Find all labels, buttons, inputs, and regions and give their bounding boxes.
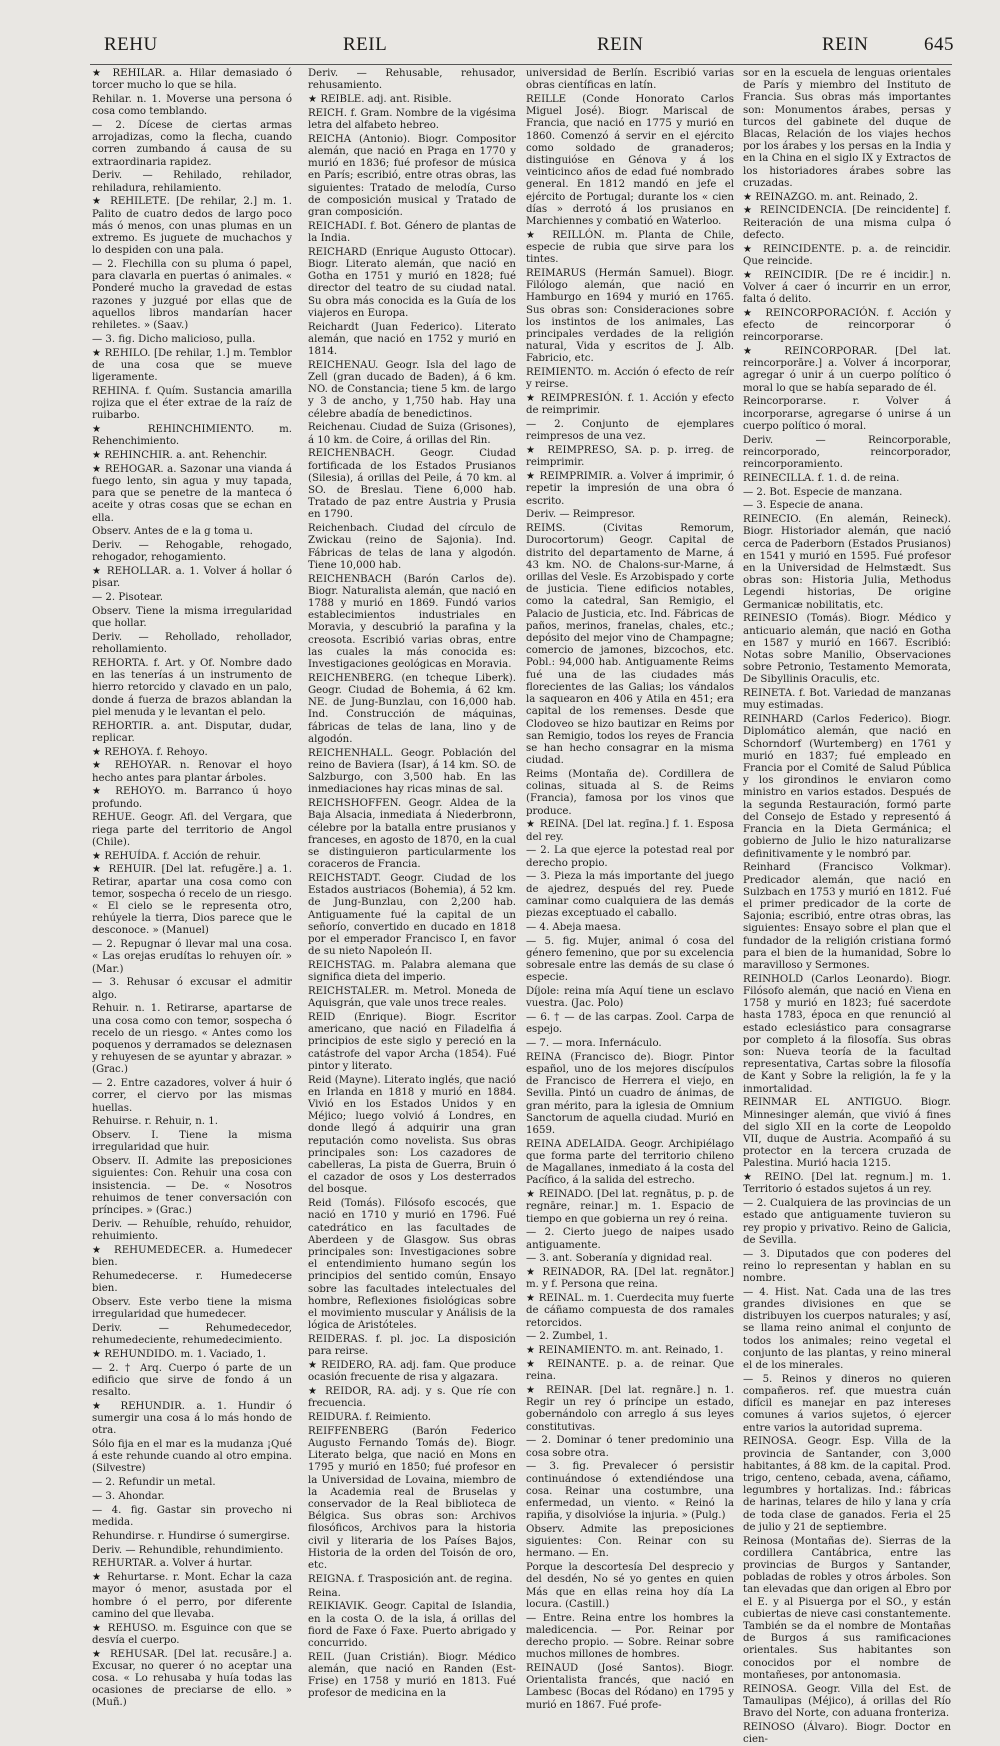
dictionary-entry: Deriv. — Rehuíble, rehuído, rehuidor, rehuimiento. bbox=[92, 1218, 292, 1243]
dictionary-entry: REICHARD (Enrique Augusto Ottocar). Biogr. Literato alemán, que nació en Gotha en 1751 y murió en 1828; fué director del teatro de su ciudad natal. Su obra más conocida es la Guía de los viajeros en Europa. bbox=[308, 246, 516, 319]
dictionary-entry: ★ REHOLLAR. a. 1. Volver á hollar ó pisar. bbox=[92, 566, 292, 590]
dictionary-entry: Reina. bbox=[308, 1587, 341, 1599]
text-column-2 bbox=[308, 68, 516, 1700]
dictionary-entry: REICHSTAG. m. Palabra alemana que significa dieta del imperio. bbox=[308, 959, 516, 984]
dictionary-entry: Reid (Mayne). Literato inglés, que nació en Irlanda en 1818 y murió en 1884. Vivió en los Estados Unidos y en Méjico; luego volvió á Londres, en donde llegó á adquirir una gran reputación como novelista. Sus obras principales son: Los cazadores de cabelleras, La pista de Guerra, Bruin ó el cazador de osos y Los desterrados del bosque. bbox=[308, 1074, 516, 1196]
dictionary-entry: ★ REINAMIENTO. m. ant. Reinado, 1. bbox=[526, 1345, 724, 1357]
dictionary-entry: ★ REHINCHIMIENTO. m. Rehenchimiento. bbox=[92, 424, 292, 448]
dictionary-entry: — 2. Dominar ó tener predominio una cosa sobre otra. bbox=[526, 1435, 734, 1459]
dictionary-entry: REICHA (Antonio). Biogr. Compositor alemán, que nació en Praga en 1770 y murió en 1836; fué profesor de música en París; escribió, entre otras obras, las siguientes: Tratado de melodía, Curso de composición musical y Tratado de gran composición. bbox=[308, 133, 516, 219]
dictionary-entry: ★ REHOYAR. n. Renovar el hoyo hecho antes para plantar árboles. bbox=[92, 760, 292, 784]
dictionary-entry: ★ REINO. [Del lat. regnum.] m. 1. Territorio ó estados sujetos á un rey. bbox=[743, 1172, 951, 1196]
header-guide-word-1: REHU bbox=[104, 34, 158, 55]
dictionary-entry: Rehuir. n. 1. Retirarse, apartarse de una cosa como con temor, sospecha ó recelo de un riesgo. « Antes como los poquenos y derramados se deleznasen y rehuyesen de se ayuntar y abrazar. » (Grac.) bbox=[92, 1003, 292, 1076]
dictionary-entry: Reinhard (Francisco Volkmar). Predicador alemán, que nació en Sulzbach en 1753 y murió en 1812. Fué el primer predicador de la corte de Sajonia; escribió, entre otras obras, las siguientes: Ensayo sobre el plan que el fundador de la religión cristiana formó para el bien de la humanidad, Sobre lo maravilloso y Sermones. bbox=[743, 862, 951, 971]
dictionary-entry: REINOSA. Geogr. Esp. Villa de la provincia de Santander, con 3,000 habitantes, á 88 km. de la capital. Prod. trigo, centeno, cebada, avena, cáñamo, legumbres y hortalizas. Ind.: fábricas de harinas, telares de hilo y lana y cría de toda clase de ganados. Feria el 25 de julio y 21 de septiembre. bbox=[743, 1436, 951, 1533]
dictionary-entry: ★ REINCIDENTE. p. a. de reincidir. Que reincide. bbox=[743, 243, 951, 267]
dictionary-entry: Deriv. — Rehollado, rehollador, rehollamiento. bbox=[92, 632, 292, 656]
dictionary-entry: Observ. Este verbo tiene la misma irregularidad que humedecer. bbox=[92, 1296, 292, 1321]
dictionary-entry: ★ REHILETE. [De rehilar, 2.] m. 1. Palito de cuatro dedos de largo poco más ó menos, con unas plumas en un extremo. Es juguete de muchachos y lo despiden con una pala. bbox=[92, 196, 292, 257]
dictionary-entry: REICHADI. f. Bot. Género de plantas de la India. bbox=[308, 220, 516, 245]
dictionary-entry: REINECIO. (En alemán, Reineck). Biogr. Historiador alemán, que nació cerca de Paderborn (Estados Prusianos) en 1541 y murió en 1595. Fué profesor en la Universidad de Helmstædt. Sus obras son: Historia Julia, Methodus Legendi historias, De origine Germanicæ nobilitatis, etc. bbox=[743, 514, 951, 611]
dictionary-entry: — 3. Especie de anana. bbox=[743, 500, 864, 512]
dictionary-entry: — 2. Entre cazadores, volver á huir ó correr, el ciervo por las mismas huellas. bbox=[92, 1078, 292, 1114]
dictionary-entry: ★ REHUSO. m. Esguince con que se desvía el cuerpo. bbox=[92, 1622, 292, 1646]
dictionary-entry: Díjole: reina mía Aquí tiene un esclavo vuestra. (Jac. Polo) bbox=[526, 985, 734, 1010]
dictionary-entry: ★ REIDOR, RA. adj. y s. Que ríe con frecuencia. bbox=[308, 1385, 516, 1410]
dictionary-entry: REINA ADELAIDA. Geogr. Archipiélago que forma parte del territorio chileno de Magallanes, inmediato á la costa del Pacífico, á la salida del estrecho. bbox=[526, 1138, 734, 1187]
dictionary-entry: REIMARUS (Hermán Samuel). Biogr. Filólogo alemán, que nació en Hamburgo en 1694 y murió en 1765. Sus obras son: Consideraciones sobre los instintos de los animales, Las principales verdades de la religión natural, Vida y escritos de J. Alb. Fabricio, etc. bbox=[526, 268, 734, 365]
dictionary-entry: Reinosa (Montañas de). Sierras de la cordillera Cantábrica, entre las provincias de Burgos y Santander, pobladas de robles y otros árboles. Son tan elevadas que dan origen al Ebro por el E. y al Pisuerga por el SO., y están cubiertas de nieve casi constantemente. También se da el nombre de Montañas de Burgos á sus ramificaciones orientales. Sus habitantes son conocidos por el nombre de montañeses, por antonomasia. bbox=[743, 1535, 951, 1681]
dictionary-entry: Reichenbach. Ciudad del círculo de Zwickau (reino de Sajonia). Ind. Fábricas de telas de lana y algodón. Tiene 10,000 hab. bbox=[308, 523, 516, 571]
dictionary-entry: REIGNA. f. Trasposición ant. de regina. bbox=[308, 1573, 513, 1585]
dictionary-entry: ★ REHOGAR. a. Sazonar una vianda á fuego lento, sin agua y muy tapada, para que se penetre de la manteca ó aceite y otras cosas que se echan en ella. bbox=[92, 463, 292, 524]
dictionary-entry: Deriv. — Rehogable, rehogado, rehogador, rehogamiento. bbox=[92, 540, 292, 564]
dictionary-entry: ★ REINA. [Del lat. regīna.] f. 1. Esposa del rey. bbox=[526, 819, 734, 843]
dictionary-entry: — 4. fig. Gastar sin provecho ni medida. bbox=[92, 1504, 292, 1529]
dictionary-entry: REINOSA. Geogr. Villa del Est. de Tamaulipas (Méjico), á orillas del Río Bravo del Norte, con aduana fronteriza. bbox=[743, 1683, 951, 1720]
text-column-1 bbox=[92, 68, 292, 1709]
dictionary-entry: — 3. fig. Dicho malicioso, pulla. bbox=[92, 333, 256, 345]
dictionary-entry: REINAUD (José Santos). Biogr. Orientalista francés, que nació en Lambesc (Bocas del Ródano) en 1795 y murió en 1867. Fué profe- bbox=[526, 1662, 734, 1711]
dictionary-entry: REICHENHALL. Geogr. Población del reino de Baviera (Isar), á 14 km. SO. de Salzburgo, con 3,500 hab. En las inmediaciones hay ricas minas de sal. bbox=[308, 747, 516, 796]
dictionary-entry: REIKIAVIK. Geogr. Capital de Islandia, en la costa O. de la isla, á orillas del fiord de Faxe ó Faxe. Puerto abrigado y concurrido. bbox=[308, 1601, 516, 1650]
text-column-3 bbox=[526, 68, 734, 1711]
dictionary-entry: ★ REHOYO. m. Barranco ú hoyo profundo. bbox=[92, 786, 292, 810]
dictionary-entry: REICHENBERG. (en tcheque Liberk). Geogr. Ciudad de Bohemia, á 62 km. NE. de Jung-Bunzlau, con 16,000 hab. Ind. Construcción de máquinas, fábricas de telas de lana, lino y de algodón. bbox=[308, 672, 516, 745]
dictionary-entry: ★ REINAL. m. 1. Cuerdecita muy fuerte de cáñamo compuesta de dos ramales retorcidos. bbox=[526, 1293, 734, 1329]
dictionary-entry: Reid (Tomás). Filósofo escocés, que nació en 1710 y murió en 1796. Fué catedrático en las facultades de Aberdeen y de Glasgow. Sus obras principales son: Investigaciones sobre el entendimiento humano según los principios del sentido común, Ensayo sobre las facultades intelectuales del hombre, Reflexiones fisiológicas sobre el movimiento muscular y Análisis de la lógica de Aristóteles. bbox=[308, 1198, 516, 1332]
header-guide-word-3: REIN bbox=[597, 34, 644, 55]
dictionary-entry: — 2. Cualquiera de las provincias de un estado que antiguamente tuvieron su rey propio y privativo. Reino de Galicia, de Sevilla. bbox=[743, 1198, 951, 1246]
dictionary-entry: — 2. Flechilla con su pluma ó papel, para clavarla en puertas ó animales. « Ponderé mucho la gravedad de estas razones y juzgué por ellas que de aquellos libros mandarían hacer rehiletes. » (Saav.) bbox=[92, 259, 292, 332]
dictionary-entry: ★ REHOYA. f. Rehoyo. bbox=[92, 746, 208, 758]
dictionary-entry: ★ REINCIDIR. [De re é incidir.] n. Volver á caer ó incurrir en un error, falta ó delito. bbox=[743, 269, 951, 306]
text-column-4 bbox=[743, 68, 951, 1746]
dictionary-entry: Deriv. — Rehumedecedor, rehumedeciente, rehumedecimiento. bbox=[92, 1322, 292, 1347]
dictionary-entry: ★ REHUMEDECER. a. Humedecer bien. bbox=[92, 1244, 292, 1269]
dictionary-entry: REIDURA. f. Reimiento. bbox=[308, 1411, 432, 1423]
dictionary-entry: — 2. Zumbel, 1. bbox=[526, 1331, 608, 1343]
dictionary-entry: REIFFENBERG (Barón Federico Augusto Fernando Tomás de). Biogr. Literato belga, que nació en Mons en 1795 y murió en 1850; fué profesor en la Universidad de Lovaina, miembro de la Academia real de Bruselas y conservador de la Real biblioteca de Bélgica. Sus obras son: Archivos filosóficos, Archivos para la historia civil y literaria de los Países Bajos, Historia de la orden del Toisón de oro, etc. bbox=[308, 1425, 516, 1572]
dictionary-entry: — 3. ant. Soberanía y dignidad real. bbox=[526, 1253, 713, 1265]
header-rule bbox=[90, 64, 952, 65]
dictionary-entry: REIL (Juan Cristián). Biogr. Médico alemán, que nació en Randen (Est-Frise) en 1758 y murió en 1813. Fué profesor de medicina en la bbox=[308, 1651, 516, 1700]
dictionary-entry: — 4. Abeja maesa. bbox=[526, 921, 622, 933]
dictionary-entry: — 3. fig. Prevalecer ó persistir continuándose ó extendiéndose una cosa. Reinar una costumbre, una enfermedad, un viento. « Reinó la rapiña, y disolvióse la injuria. » (Pulg.) bbox=[526, 1461, 734, 1522]
page-number: 645 bbox=[924, 34, 954, 55]
dictionary-entry: REICHENAU. Geogr. Isla del lago de Zell (gran ducado de Baden), á 6 km. NO. de Constancia; tiene 5 km. de largo y 3 de ancho, y 1,750 hab. Hay una célebre abadía de benedictinos. bbox=[308, 359, 516, 420]
dictionary-entry: ★ REINCORPORACIÓN. f. Acción y efecto de reincorporar ó reincorporarse. bbox=[743, 307, 951, 344]
dictionary-entry: Porque la descortesía Del desprecio y del desdén, No sé yo gentes en quien Más que en ellas reina hoy día La locura. (Castill.) bbox=[526, 1562, 734, 1610]
dictionary-entry: ★ REINAZGO. m. ant. Reinado, 2. bbox=[743, 191, 919, 203]
dictionary-entry: ★ REINAR. [Del lat. regnāre.] n. 1. Regir un rey ó príncipe un estado, gobernándolo con arreglo á sus leyes constitutivas. bbox=[526, 1384, 734, 1433]
dictionary-entry: ★ REHUSAR. [Del lat. recusāre.] a. Excusar, no querer ó no aceptar una cosa. « Lo rehusaba y huía todas las ocasiones de preciarse de ello. » (Muñ.) bbox=[92, 1648, 292, 1709]
dictionary-entry: universidad de Berlín. Escribió varias obras científicas en latín. bbox=[526, 68, 734, 92]
dictionary-entry: — 3. Pieza la más importante del juego de ajedrez, después del rey. Puede caminar como cualquiera de las demás piezas exceptuado el caballo. bbox=[526, 871, 734, 919]
dictionary-entry: ★ REIBLE. adj. ant. Risible. bbox=[308, 94, 452, 105]
dictionary-entry: REHORTA. f. Art. y Of. Nombre dado en las tenerías á un instrumento de hierro retorcido y clavado en un palo, donde á fuerza de brazos ablandan la piel menuda y le levantan el pelo. bbox=[92, 658, 292, 718]
dictionary-entry: REINHOLD (Carlos Leonardo). Biogr. Filósofo alemán, que nació en Viena en 1758 y murió en 1823; fué sacerdote hasta 1783, época en que renunció al estado eclesiástico para consagrarse por completo á la filosofía. Sus obras son: Nueva teoría de la facultad representativa, Cartas sobre la filosofía de Kant y Sobre la religión, la fe y la inmortalidad. bbox=[743, 973, 951, 1095]
dictionary-entry: — 2. Cierto juego de naipes usado antiguamente. bbox=[526, 1227, 734, 1251]
dictionary-entry: REILLE (Conde Honorato Carlos Miguel José). Biogr. Mariscal de Francia, que nació en 1775 y murió en 1860. Comenzó á servir en el ejército como soldado de granaderos; distinguióse en Génova y á los veinticinco años de edad fué nombrado general. En 1812 mandó en jefe el ejército de Portugal; durante los « cien días » derrotó á los prusianos en Marchiennes y combatió en Waterloo. bbox=[526, 94, 734, 228]
dictionary-entry: — 2. Refundir un metal. bbox=[92, 1477, 216, 1489]
dictionary-entry: ★ REINCIDENCIA. [De reincidente] f. Reiteración de una misma culpa ó defecto. bbox=[743, 205, 951, 241]
dictionary-entry: — 2. Conjunto de ejemplares reimpresos de una vez. bbox=[526, 419, 734, 443]
dictionary-entry: REINMAR EL ANTIGUO. Biogr. Minnesinger alemán, que vivió á fines del siglo XII en la corte de Leopoldo VII, duque de Austria. Acompañó á su protector en la tercera cruzada de Palestina. Murió hacia 1215. bbox=[743, 1097, 951, 1170]
dictionary-entry: REICH. f. Gram. Nombre de la vigésima letra del alfabeto hebreo. bbox=[308, 107, 516, 131]
dictionary-entry: ★ REHILO. [De rehilar, 1.] m. Temblor de una cosa que se mueve ligeramente. bbox=[92, 347, 292, 384]
dictionary-entry: ★ REHUNDIDO. m. 1. Vaciado, 1. bbox=[92, 1348, 266, 1360]
dictionary-entry: ★ REIDERO, RA. adj. fam. Que produce ocasión frecuente de risa y algazara. bbox=[308, 1359, 516, 1384]
dictionary-entry: — Entre. Reina entre los hombres la maledicencia. — Por. Reinar por derecho propio. — Sobre. Reinar sobre muchos millones de hombres. bbox=[526, 1612, 734, 1661]
dictionary-entry: Rehilar. n. 1. Moverse una persona ó cosa como temblando. bbox=[92, 94, 292, 118]
dictionary-entry: REICHSHOFFEN. Geogr. Aldea de la Baja Alsacia, inmediata á Niederbronn, célebre por la batalla entre prusianos y franceses, en agosto de 1870, en la cual se distinguieron particularmente los coraceros de Francia. bbox=[308, 798, 516, 871]
dictionary-entry: sor en la escuela de lenguas orientales de París y miembro del Instituto de Francia. Sus obras más importantes son: Monumentos árabes, persas y turcos del gabinete del duque de Blacas, Relación de los viajes hechos por los árabes y los persas en la India y en la China en el siglo IX y Extractos de los historiadores árabes sobre las cruzadas. bbox=[743, 68, 951, 189]
dictionary-entry: ★ REIMPRIMIR. a. Volver á imprimir, ó repetir la impresión de una obra ó escrito. bbox=[526, 471, 734, 507]
dictionary-entry: Deriv. — Reimpresor. bbox=[526, 509, 636, 521]
dictionary-entry: REINA (Francisco de). Biogr. Pintor español, uno de los mejores discípulos de Francisco de Herrera el viejo, en Sevilla. Pintó un cuadro de ánimas, de gran mérito, para la iglesia de Omnium Sanctorum de aquella ciudad. Murió en 1659. bbox=[526, 1051, 734, 1136]
dictionary-entry: Observ. Antes de e la g toma u. bbox=[92, 526, 253, 538]
dictionary-entry: ★ Rehurtarse. r. Mont. Echar la caza mayor ó menor, asustada por el hombre ó el perro, por diferente camino del que llevaba. bbox=[92, 1572, 292, 1620]
dictionary-entry: Reichenau. Ciudad de Suiza (Grisones), á 10 km. de Coire, á orillas del Rin. bbox=[308, 422, 516, 446]
dictionary-entry: Reichardt (Juan Federico). Literato alemán, que nació en 1752 y murió en 1814. bbox=[308, 321, 516, 358]
dictionary-entry: ★ REINCORPORAR. [Del lat. reincorporāre.] a. Volver á incorporar, agregar ó unir á un cuerpo político ó moral lo que se había separado de él. bbox=[743, 346, 951, 394]
dictionary-entry: REICHENBACH. Geogr. Ciudad fortificada de los Estados Prusianos (Silesia), á orillas del Peile, á 70 km. al SO. de Breslau. Tiene 6,000 hab. Tratado de paz entre Austria y Prusia en 1790. bbox=[308, 448, 516, 521]
dictionary-entry: Observ. I. Tiene la misma irregularidad que huir. bbox=[92, 1130, 292, 1154]
dictionary-entry: ★ REIMPRESIÓN. f. 1. Acción y efecto de reimprimir. bbox=[526, 393, 734, 417]
dictionary-entry: ★ REINADO. [Del lat. regnātus, p. p. de regnāre, reinar.] m. 1. Espacio de tiempo en que gobierna un rey ó reina. bbox=[526, 1189, 734, 1225]
dictionary-entry: Rehumedecerse. r. Humedecerse bien. bbox=[92, 1270, 292, 1295]
dictionary-entry: REINOSO (Álvaro). Biogr. Doctor en cien- bbox=[743, 1721, 951, 1746]
dictionary-entry: ★ REHUNDIR. a. 1. Hundir ó sumergir una cosa á lo más hondo de otra. bbox=[92, 1400, 292, 1437]
dictionary-entry: — 5. Reinos y dineros no quieren compañeros. ref. que muestra cuán difícil es manejar en paz intereses comunes á varios sujetos, ó ejercer entre varios la autoridad suprema. bbox=[743, 1373, 951, 1434]
dictionary-entry: REINECILLA. f. 1. d. de reina. bbox=[743, 472, 900, 484]
running-header bbox=[0, 34, 1000, 64]
dictionary-entry: ★ REHINCHIR. a. ant. Rehenchir. bbox=[92, 450, 268, 462]
dictionary-entry: Deriv. — Rehundible, rehundimiento. bbox=[92, 1544, 284, 1556]
dictionary-entry: REINESIO (Tomás). Biogr. Médico y anticuario alemán, que nació en Gotha en 1587 y murió en 1667. Escribió: Notas sobre Manilio, Observaciones sobre Petronio, Testamento Memorata, De Sibyllinis Oraculis, etc. bbox=[743, 613, 951, 686]
dictionary-entry: Sólo fija en el mar es la mudanza ¡Qué á este rehunde cuando al otro empina. (Silvestre) bbox=[92, 1439, 292, 1475]
dictionary-entry: REIMIENTO. m. Acción ó efecto de reír y reirse. bbox=[526, 367, 734, 391]
dictionary-entry: — 4. Hist. Nat. Cada una de las tres grandes divisiones en que se distribuyen los cuerpos naturales; y así, se llama reino animal el conjunto de todos los animales; reino vegetal el conjunto de las plantas, y reino mineral el de los minerales. bbox=[743, 1286, 951, 1371]
dictionary-entry: — 2. Pisotear. bbox=[92, 592, 164, 604]
dictionary-entry: Observ. II. Admite las preposiciones siguientes: Con. Rehuir una cosa con insistencia. — De. « Nosotros rehuimos de tener conversación con príncipes. » (Grac.) bbox=[92, 1156, 292, 1217]
dictionary-entry: ★ REINADOR, RA. [Del lat. regnātor.] m. y f. Persona que reina. bbox=[526, 1267, 734, 1291]
dictionary-entry: ★ REINANTE. p. a. de reinar. Que reina. bbox=[526, 1358, 734, 1383]
dictionary-entry: — 3. Diputados que con poderes del reino lo representan y hablan en su nombre. bbox=[743, 1248, 951, 1284]
dictionary-entry: ★ REHUIR. [Del lat. refugĕre.] a. 1. Retirar, apartar una cosa como con temor, sospecha ó recelo de un riesgo. « El cielo se le representa otro, rehúyele la tierra, Dios parece que le desconoce. » (Manuel) bbox=[92, 864, 292, 937]
dictionary-entry: REICHSTALER. m. Metrol. Moneda de Aquisgrán, que vale unos trece reales. bbox=[308, 985, 516, 1010]
dictionary-entry: Deriv. — Rehusable, rehusador, rehusamiento. bbox=[308, 68, 516, 92]
dictionary-entry: REICHENBACH (Barón Carlos de). Biogr. Naturalista alemán, que nació en 1788 y murió en 1869. Fundó varios establecimientos industriales en Moravia, y descubrió la parafina y la creosota. Escribió varias obras, entre las cuales la más conocida es: Investigaciones geológicas en Moravia. bbox=[308, 573, 516, 671]
dictionary-entry: Reincorporarse. r. Volver á incorporarse, agregarse ó unirse á un cuerpo político ó moral. bbox=[743, 396, 951, 432]
dictionary-entry: Observ. Admite las preposiciones siguientes: Con. Reinar con su hermano. — En. bbox=[526, 1523, 734, 1560]
dictionary-entry: Observ. Tiene la misma irregularidad que hollar. bbox=[92, 606, 292, 630]
dictionary-entry: — 6. † — de las carpas. Zool. Carpa de espejo. bbox=[526, 1011, 734, 1036]
dictionary-entry: — 2. Bot. Especie de manzana. bbox=[743, 486, 903, 498]
dictionary-entry: REICHSTADT. Geogr. Ciudad de los Estados austriacos (Bohemia), á 52 km. de Jung-Bunzlau, con 2,200 hab. Antiguamente fué la capital de un señorío, convertido en ducado en 1818 por el emperador Francisco I, en favor de su nieto Napoleón II. bbox=[308, 872, 516, 958]
dictionary-entry: REHUE. Geogr. Afl. del Vergara, que riega parte del territorio de Angol (Chile). bbox=[92, 812, 292, 848]
dictionary-entry: Reims (Montaña de). Cordillera de colinas, situada al S. de Reims (Francia), famosa por los vinos que produce. bbox=[526, 768, 734, 817]
dictionary-entry: — 2. Repugnar ó llevar mal una cosa. « Las orejas erudítas lo rehuyen oír. » (Mar.) bbox=[92, 939, 292, 975]
dictionary-entry: REHURTAR. a. Volver á hurtar. bbox=[92, 1558, 253, 1570]
dictionary-entry: ★ REILLÓN. m. Planta de Chile, especie de rubia que sirve para los tintes. bbox=[526, 229, 734, 266]
dictionary-entry: REIMS. (Civitas Remorum, Durocortorum) Geogr. Capital de distrito del departamento de Marne, á 43 km. NO. de Chalons-sur-Marne, á orillas del Vesle. Es Arzobispado y corte de justicia. Tiene edificios notables, como la catedral, San Remigio, el Palacio de Justicia, etc. Ind. Fábricas de paños, merinos, franelas, chales, etc.; depósito del mejor vino de Champagne; comercio de jamones, bizcochos, etc. Pobl.: 94,000 hab. Antiguamente Reims fué una de las ciudades más florecientes de las Galias; los vándalos la saquearon en 406 y Atila en 451; era capital de los remenses. Desde que Clodoveo se hizo bautizar en Reims por san Remigio, todos los reyes de Francia se han hecho consagrar en la misma ciudad. bbox=[526, 523, 734, 767]
dictionary-entry: REHORTIR. a. ant. Disputar, dudar, replicar. bbox=[92, 720, 292, 744]
dictionary-entry: — 5. fig. Mujer, animal ó cosa del género femenino, que por su excelencia sobresale entre las demás de su clase ó especie. bbox=[526, 935, 734, 984]
dictionary-entry: — 3. Rehusar ó excusar el admitir algo. bbox=[92, 977, 292, 1001]
dictionary-entry: ★ REHUÍDA. f. Acción de rehuir. bbox=[92, 850, 261, 862]
header-guide-word-4: REIN bbox=[822, 34, 869, 55]
dictionary-entry: REID (Enrique). Biogr. Escritor americano, que nació en Filadelfia á principios de este siglo y pereció en la catástrofe del vapor Archa (1854). Fué pintor y literato. bbox=[308, 1011, 516, 1072]
dictionary-entry: REINHARD (Carlos Federico). Biogr. Diplomático alemán, que nació en Schorndorf (Wurtemberg) en 1761 y murió en 1837; fué empleado en Francia por el Comité de Salud Pública y los girondinos le enviaron como ministro en varios estados. Después de la segunda Restauración, formó parte del Consejo de Estado y representó á Francia en la Dieta Germánica; el gobierno de Julio le hizo naturalizarse definitivamente y le nombró par. bbox=[743, 714, 951, 860]
dictionary-entry: REHINA. f. Quím. Sustancia amarilla rojiza que el éter extrae de la raíz de ruibarbo. bbox=[92, 385, 292, 422]
header-guide-word-2: REIL bbox=[343, 34, 388, 55]
dictionary-entry: Deriv. — Reincorporable, reincorporado, reincorporador, reincorporamiento. bbox=[743, 434, 951, 471]
dictionary-entry: REINETA. f. Bot. Variedad de manzanas muy estimadas. bbox=[743, 688, 951, 712]
dictionary-entry: REIDERAS. f. pl. joc. La disposición para reirse. bbox=[308, 1333, 516, 1358]
dictionary-entry: — 2. Dícese de ciertas armas arrojadizas, como la flecha, cuando corren zumbando á causa de su extraordinaria rapidez. bbox=[92, 120, 292, 168]
dictionary-entry: — 2. † Arq. Cuerpo ó parte de un edificio que sirve de fondo á un resalto. bbox=[92, 1362, 292, 1399]
dictionary-entry: Deriv. — Rehilado, rehilador, rehiladura, rehilamiento. bbox=[92, 170, 292, 194]
dictionary-entry: — 7. — mora. Infernáculo. bbox=[526, 1037, 662, 1049]
dictionary-entry: Rehuirse. r. Rehuir, n. 1. bbox=[92, 1116, 218, 1128]
dictionary-entry: Rehundirse. r. Hundirse ó sumergirse. bbox=[92, 1530, 291, 1542]
dictionary-entry: ★ REHILAR. a. Hilar demasiado ó torcer mucho lo que se hila. bbox=[92, 68, 292, 92]
dictionary-entry: — 3. Ahondar. bbox=[92, 1491, 165, 1503]
dictionary-entry: ★ REIMPRESO, SA. p. p. irreg. de reimprimir. bbox=[526, 445, 734, 469]
dictionary-entry: — 2. La que ejerce la potestad real por derecho propio. bbox=[526, 845, 734, 869]
